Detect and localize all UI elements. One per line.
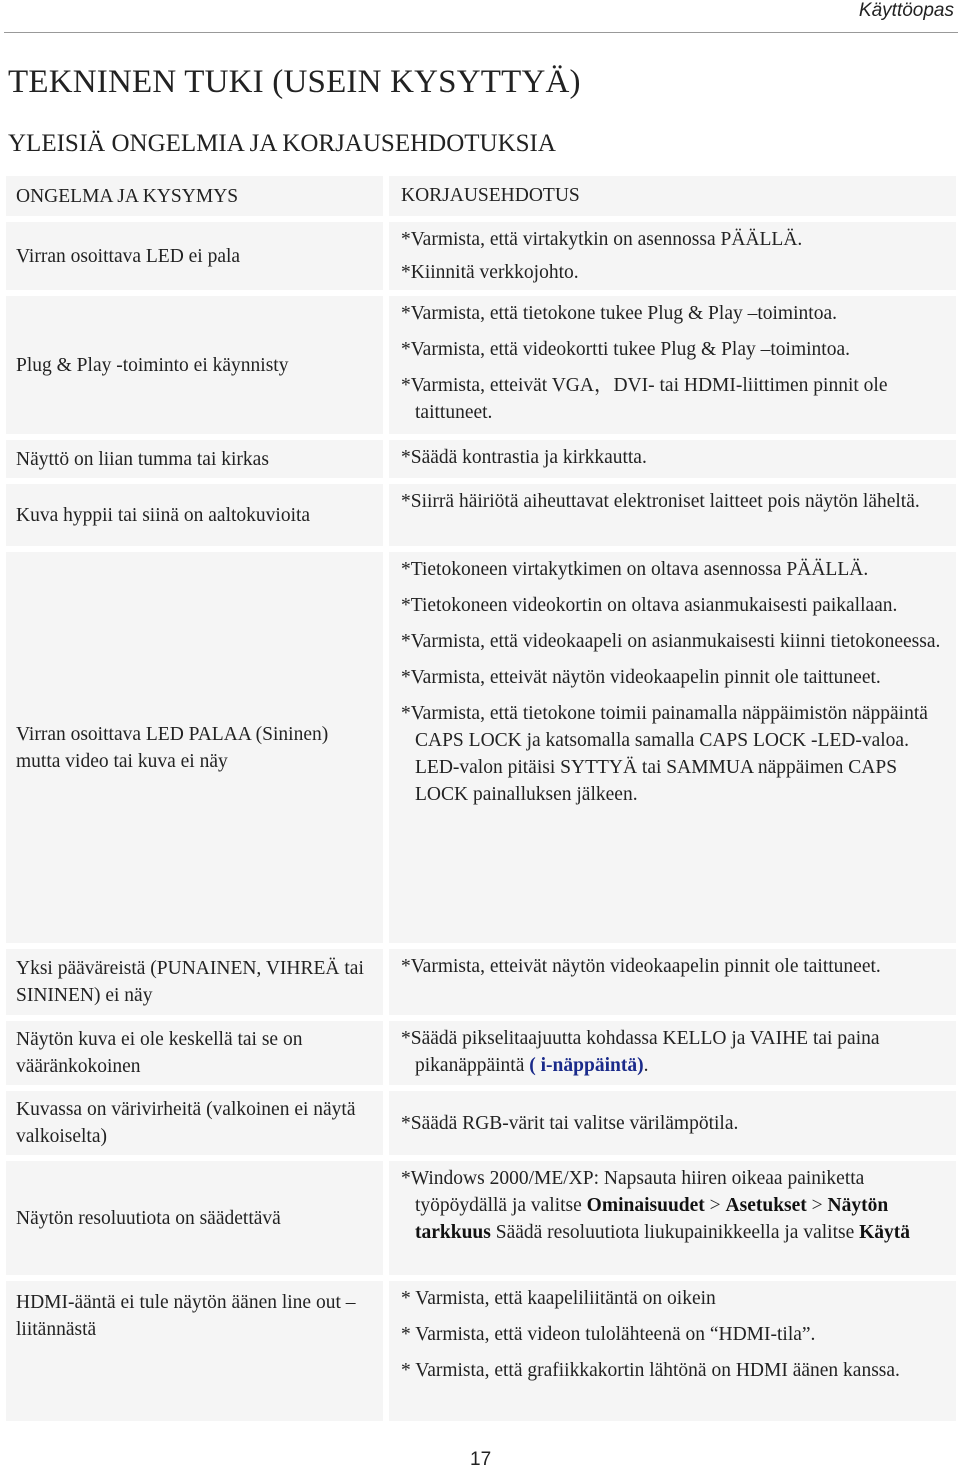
fix-line: *Varmista, että tietokone toimii painamalla näppäimistön näppäintä CAPS LOCK ja katsomalla samalla CAPS LOCK -LED-valoa. LED-valon pitäisi SYTTYÄ tai SAMMUA näppäimen CAPS LOCK painalluksen jälkeen. — [401, 703, 928, 805]
problem-cell: Kuvassa on värivirheitä (valkoinen ei näytä valkoiselta) — [6, 1091, 383, 1155]
hotkey-label: ( i-näppäintä) — [529, 1055, 644, 1076]
problem-cell: HDMI-ääntä ei tule näytön äänen line out –liitännästä — [6, 1281, 383, 1421]
header-section-label: Käyttöopas — [858, 0, 954, 21]
problem-cell: Plug & Play -toiminto ei käynnisty — [6, 296, 383, 434]
separator: > — [806, 1195, 828, 1216]
problem-cell: Näytön kuva ei ole keskellä tai se on vääränkokoinen — [6, 1021, 383, 1085]
problem-column-header: ONGELMA JA KYSYMYS — [6, 176, 383, 216]
fix-line: *Varmista, etteivät näytön videokaapelin pinnit ole taittuneet. — [401, 956, 881, 977]
fix-line: *Varmista, etteivät näytön videokaapelin pinnit ole taittuneet. — [401, 667, 881, 688]
fix-line: *Varmista, että virtakytkin on asennossa PÄÄLLÄ. — [401, 229, 803, 250]
fix-cell — [389, 484, 956, 546]
fix-cell — [389, 1161, 956, 1275]
ui-term: Näytön tarkkuus — [415, 1195, 889, 1243]
problem-cell: Virran osoittava LED ei pala — [6, 222, 383, 290]
fix-cell — [389, 1021, 956, 1085]
fix-text: *Windows 2000/ME/XP: Napsauta hiiren oikeaa painiketta työpöydällä ja valitse — [401, 1168, 865, 1216]
ui-term: Käytä — [859, 1222, 911, 1243]
fix-cell — [389, 552, 956, 943]
fix-line — [401, 1025, 948, 1079]
fix-cell — [389, 296, 956, 434]
fix-cell — [389, 440, 956, 478]
fix-cell — [389, 1281, 956, 1421]
separator: > — [704, 1195, 726, 1216]
page-number: 17 — [470, 1449, 492, 1470]
page-subtitle: YLEISIÄ ONGELMIA JA KORJAUSEHDOTUKSIA — [8, 130, 556, 157]
fix-line — [401, 1165, 948, 1246]
page-title: TEKNINEN TUKI (USEIN KYSYTTYÄ) — [8, 64, 581, 100]
header-divider — [4, 32, 958, 33]
problem-cell: Kuva hyppii tai siinä on aaltokuvioita — [6, 484, 383, 546]
problem-cell: Yksi pääväreistä (PUNAINEN, VIHREÄ tai SININEN) ei näy — [6, 949, 383, 1015]
problem-cell: Virran osoittava LED PALAA (Sininen) mutta video tai kuva ei näy — [6, 552, 383, 943]
fix-line: *Varmista, että videokortti tukee Plug & Play –toimintoa. — [401, 339, 850, 360]
fix-line: * Varmista, että videon tulolähteenä on “HDMI-tila”. — [401, 1324, 816, 1345]
fix-line: *Varmista, että tietokone tukee Plug & Play –toimintoa. — [401, 303, 837, 324]
ui-term: Asetukset — [725, 1195, 807, 1216]
faq-table — [6, 176, 956, 1421]
fix-cell — [389, 949, 956, 1015]
problem-cell: Näytön resoluutiota on säädettävä — [6, 1161, 383, 1275]
ui-term: Ominaisuudet — [586, 1195, 705, 1216]
fix-line: *Säädä RGB-värit tai valitse värilämpötila. — [401, 1112, 739, 1134]
fix-line: *Kiinnitä verkkojohto. — [401, 262, 579, 283]
fix-line: *Säädä kontrastia ja kirkkautta. — [401, 447, 647, 468]
fix-text-end: . — [643, 1055, 649, 1076]
fix-line: * Varmista, että kaapeliliitäntä on oikein — [401, 1288, 716, 1309]
fix-line: *Siirrä häiriötä aiheuttavat elektroniset laitteet pois näytön läheltä. — [401, 491, 920, 512]
fix-cell — [389, 1091, 956, 1155]
fix-line: *Tietokoneen videokortin on oltava asianmukaisesti paikallaan. — [401, 595, 898, 616]
problem-cell: Näyttö on liian tumma tai kirkas — [6, 440, 383, 478]
fix-line: *Varmista, etteivät VGA，DVI- tai HDMI-liittimen pinnit ole taittuneet. — [401, 375, 888, 423]
fix-line: * Varmista, että grafiikkakortin lähtönä on HDMI äänen kanssa. — [401, 1360, 900, 1381]
fix-line: *Varmista, että videokaapeli on asianmukaisesti kiinni tietokoneessa. — [401, 631, 941, 652]
fix-text: *Säädä pikselitaajuutta kohdassa KELLO ja VAIHE tai paina pikanäppäintä — [401, 1028, 880, 1076]
fix-column-header: KORJAUSEHDOTUS — [389, 176, 956, 216]
fix-text: Säädä resoluutiota liukupainikkeella ja valitse — [490, 1222, 860, 1243]
fix-line: *Tietokoneen virtakytkimen on oltava asennossa PÄÄLLÄ. — [401, 559, 869, 580]
fix-cell — [389, 222, 956, 290]
